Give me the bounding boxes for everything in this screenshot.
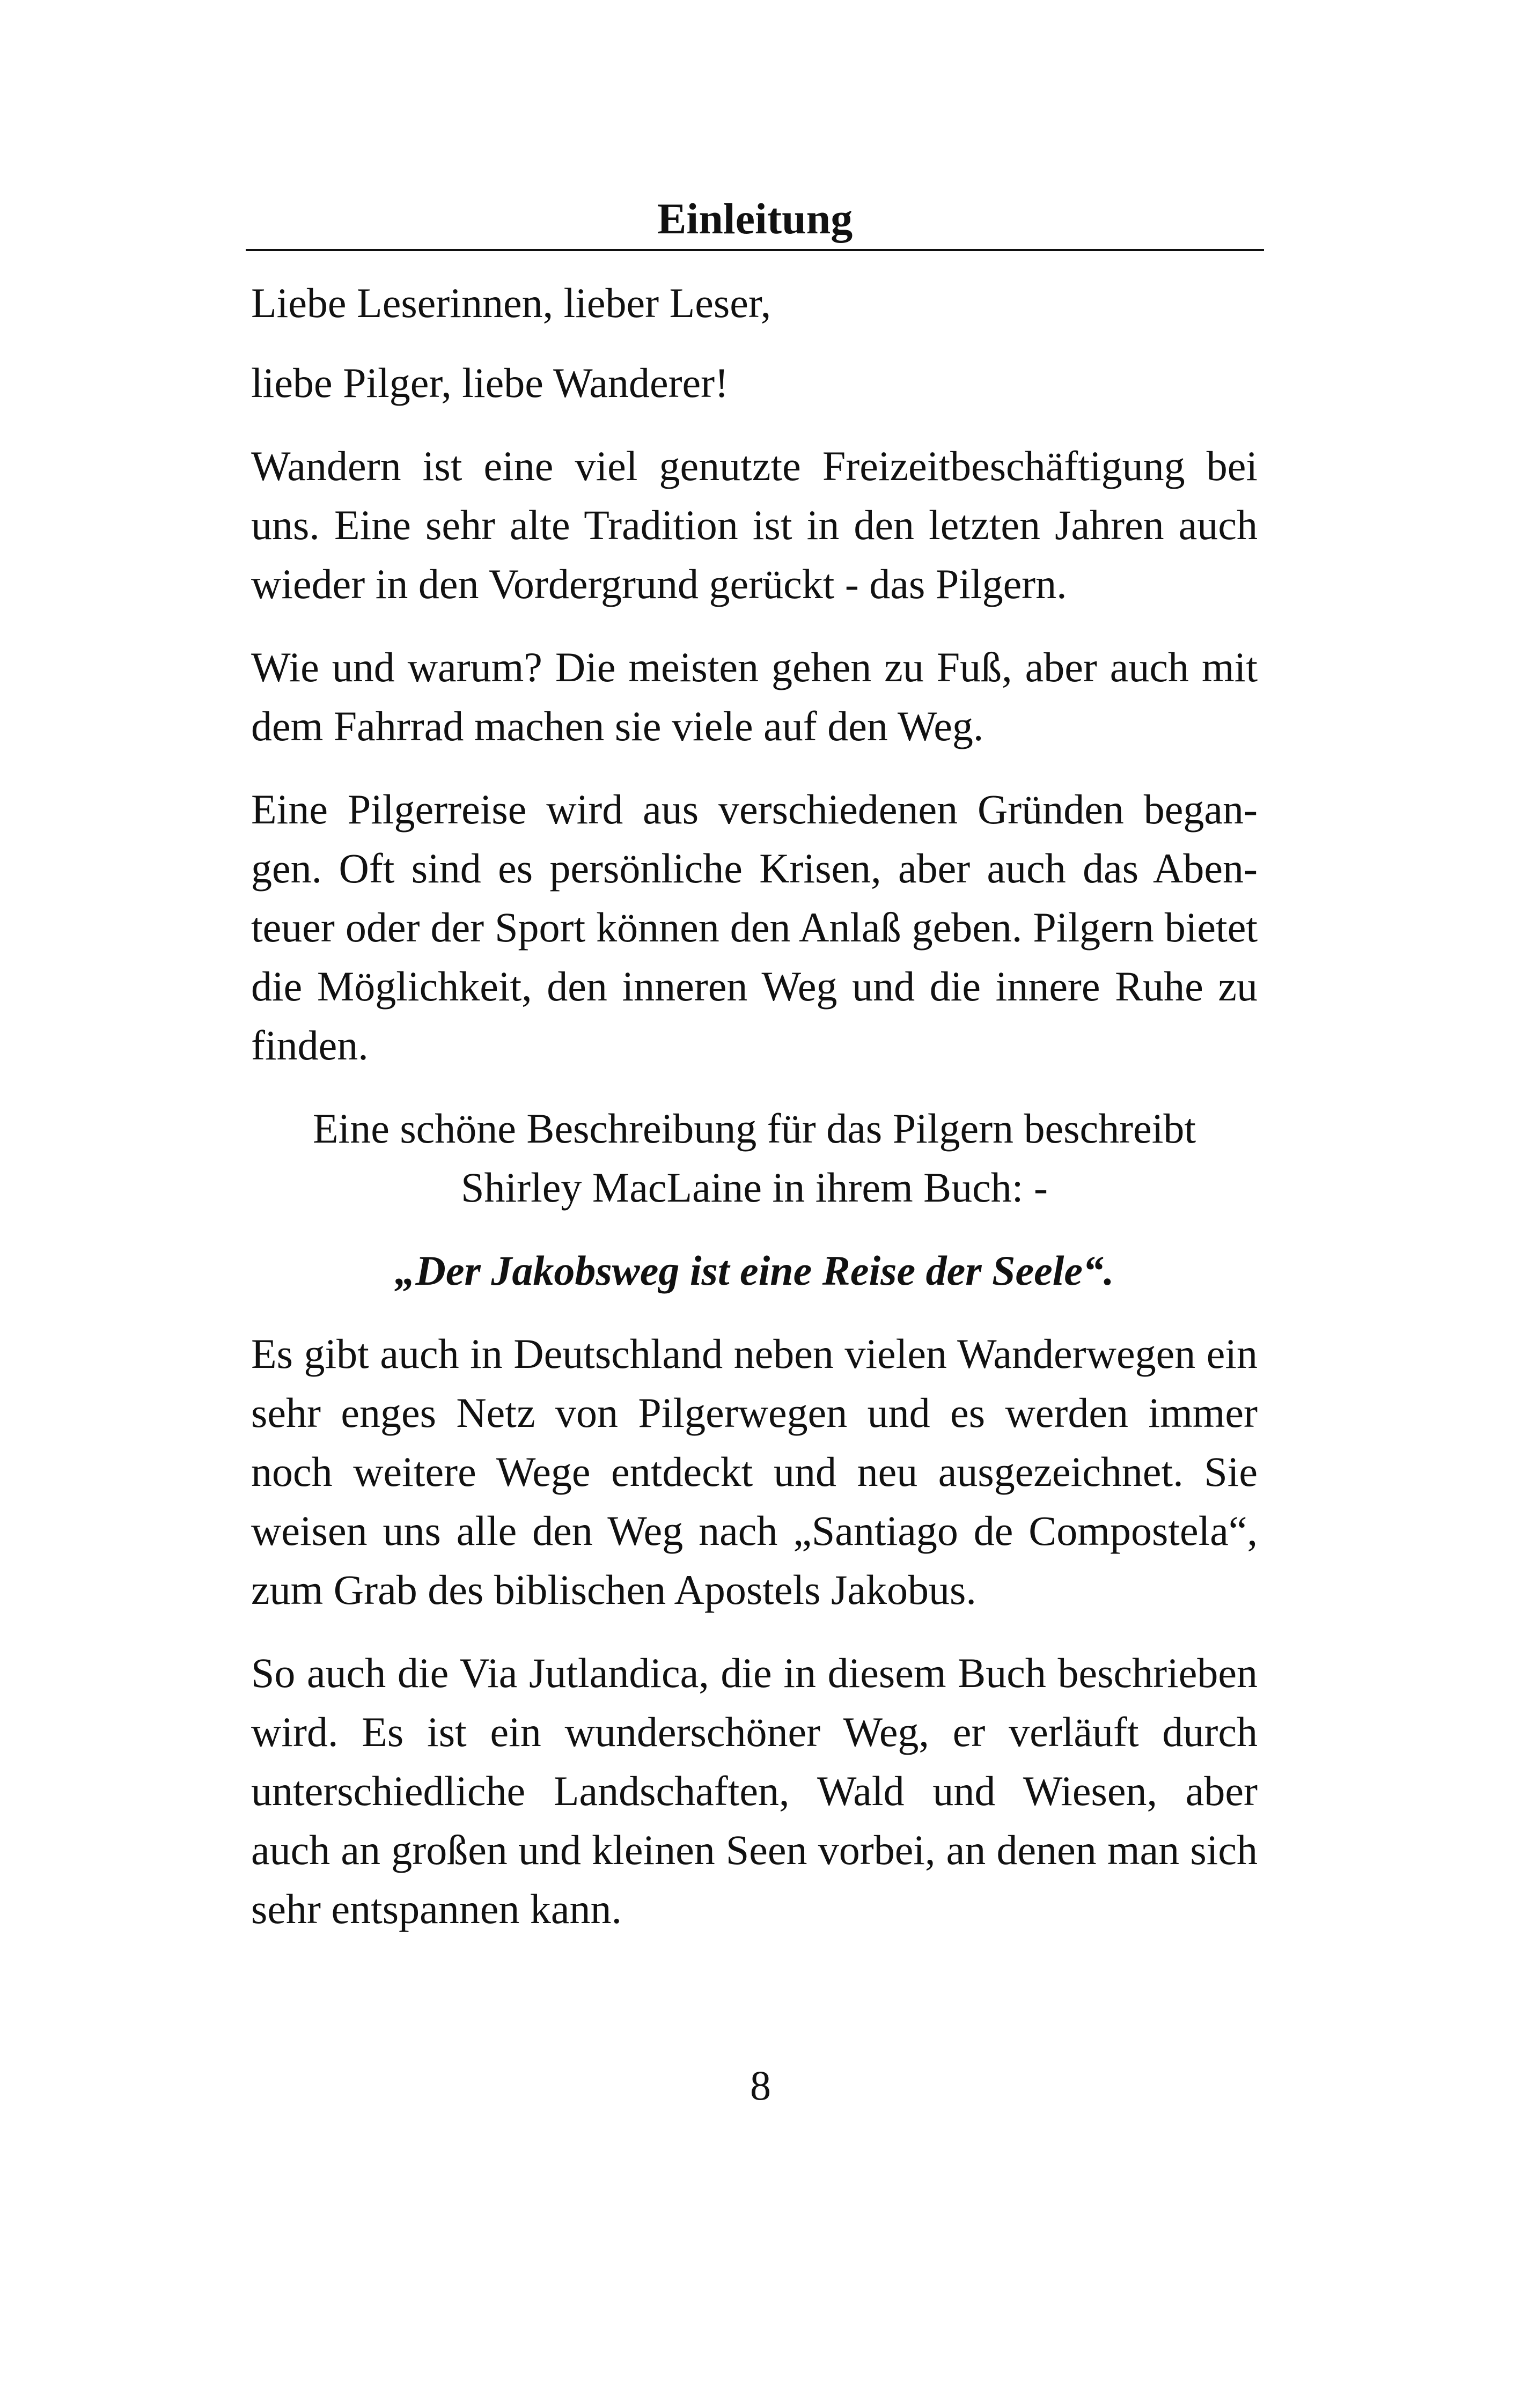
paragraph-wandern: Wandern ist eine viel genutzte Freizeitbeschäftigung bei uns. Eine sehr alte Tradition ist in den letzten Jahren auch wieder in den Vordergrund gerückt - das Pilgern. xyxy=(251,443,1258,607)
quote-jakobsweg: „Der Jakobsweg ist eine Reise der Seele“. xyxy=(394,1247,1114,1294)
page-number: 8 xyxy=(750,2062,771,2109)
paragraph-pilgerreise: Eine Pilgerreise wird aus verschiedenen Gründen begangen. Oft sind es persönliche Krisen, aber auch das Abenteuer oder der Sport können den Anlaß geben. Pilgern bietet die Möglichkeit, den inneren Weg und die innere Ruhe zu finden. xyxy=(251,786,1258,1069)
greeting-line-1: Liebe Leserinnen, lieber Leser, xyxy=(251,279,771,326)
chapter-title: Einleitung xyxy=(657,194,853,243)
greeting-line-2: liebe Pilger, liebe Wanderer! xyxy=(251,359,729,406)
paragraph-deutschland: Es gibt auch in Deutschland neben vielen Wanderwegen ein sehr enges Netz von Pilgerwegen und es werden immer noch weitere Wege entdeckt und neu ausgezeichnet. Sie weisen uns alle den Weg nach „Santiago de Compostela“, zum Grab des biblischen Apostels Jakobus. xyxy=(251,1330,1258,1613)
chapter-body xyxy=(251,274,1258,1939)
chapter-header xyxy=(246,191,1264,251)
paragraph-wie-und-warum: Wie und warum? Die meisten gehen zu Fuß, aber auch mit dem Fahrrad machen sie viele auf den Weg. xyxy=(251,644,1258,749)
paragraph-via-jutlandica: So auch die Via Jutlandica, die in diesem Buch beschrieben wird. Es ist ein wunderschöner Weg, er verläuft durch unterschiedliche Landschaften, Wald und Wiesen, aber auch an großen und kleinen Seen vorbei, an denen man sich sehr entspannen kann. xyxy=(251,1649,1258,1932)
centered-line-2: Shirley MacLaine in ihrem Buch: - xyxy=(461,1164,1048,1211)
centered-line-1: Eine schöne Beschreibung für das Pilgern beschreibt xyxy=(312,1105,1196,1152)
